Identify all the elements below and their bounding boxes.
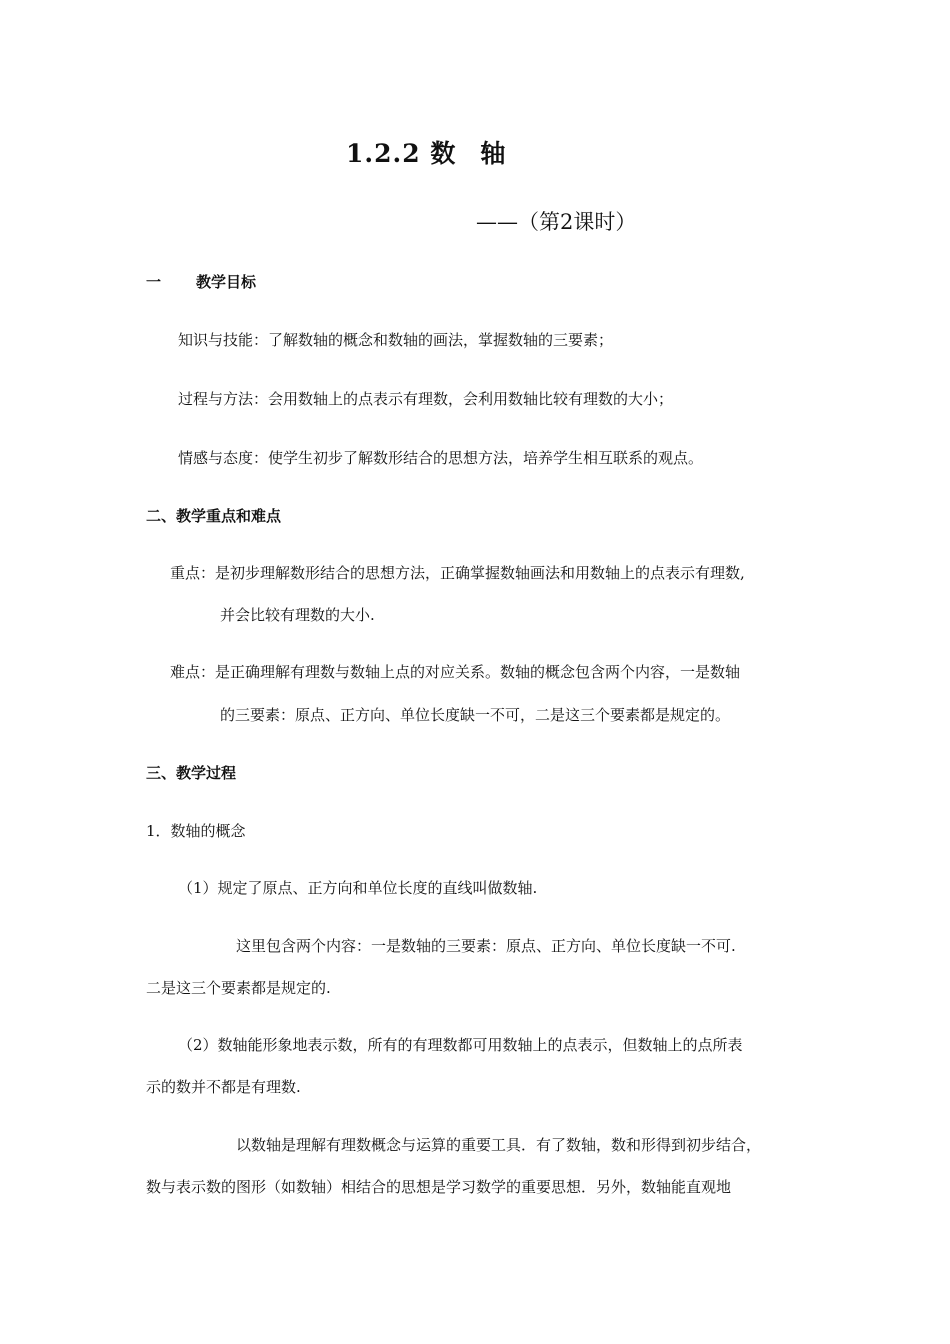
paragraph-definition: （1）规定了原点、正方向和单位长度的直线叫做数轴. [178, 879, 538, 897]
section-1-heading [146, 271, 256, 292]
section-2-heading: 二、教学重点和难点 [146, 507, 282, 525]
paragraph-tool-line-2: 数与表示数的图形（如数轴）相结合的思想是学习数学的重要思想．另外，数轴能直观地 [146, 1178, 732, 1196]
subsection-1-title: 1．数轴的概念 [146, 822, 246, 840]
paragraph-contents-line-1: 这里包含两个内容：一是数轴的三要素：原点、正方向、单位长度缺一不可. [236, 937, 736, 955]
objective-process: 过程与方法：会用数轴上的点表示有理数，会利用数轴比较有理数的大小； [178, 390, 674, 408]
key-point-line-2: 并会比较有理数的大小. [220, 606, 375, 624]
section-1-number: 一 [146, 273, 162, 291]
paragraph-representation-line-1: （2）数轴能形象地表示数，所有的有理数都可用数轴上的点表示，但数轴上的点所表 [178, 1036, 743, 1054]
title-char-2: 轴 [480, 139, 507, 168]
key-point-line-1: 重点：是初步理解数形结合的思想方法，正确掌握数轴画法和用数轴上的点表示有理数, [170, 564, 745, 582]
difficulty-line-2: 的三要素：原点、正方向、单位长度缺一不可，二是这三个要素都是规定的。 [220, 706, 731, 724]
paragraph-tool-line-1: 以数轴是理解有理数概念与运算的重要工具．有了数轴，数和形得到初步结合， [236, 1136, 762, 1154]
document-title [346, 134, 506, 170]
difficulty-line-1: 难点：是正确理解有理数与数轴上点的对应关系。数轴的概念包含两个内容，一是数轴 [170, 663, 741, 681]
objective-attitude: 情感与态度：使学生初步了解数形结合的思想方法，培养学生相互联系的观点。 [178, 449, 704, 467]
objective-knowledge: 知识与技能：了解数轴的概念和数轴的画法，掌握数轴的三要素； [178, 331, 614, 349]
paragraph-contents-line-2: 二是这三个要素都是规定的. [146, 979, 331, 997]
paragraph-representation-line-2: 示的数并不都是有理数. [146, 1078, 301, 1096]
section-3-heading: 三、教学过程 [146, 764, 237, 782]
section-1-title: 教学目标 [196, 273, 257, 291]
title-char-1: 数 [430, 139, 457, 168]
title-number: 1.2.2 [346, 139, 421, 168]
document-subtitle: ——（第2课时） [476, 210, 637, 234]
